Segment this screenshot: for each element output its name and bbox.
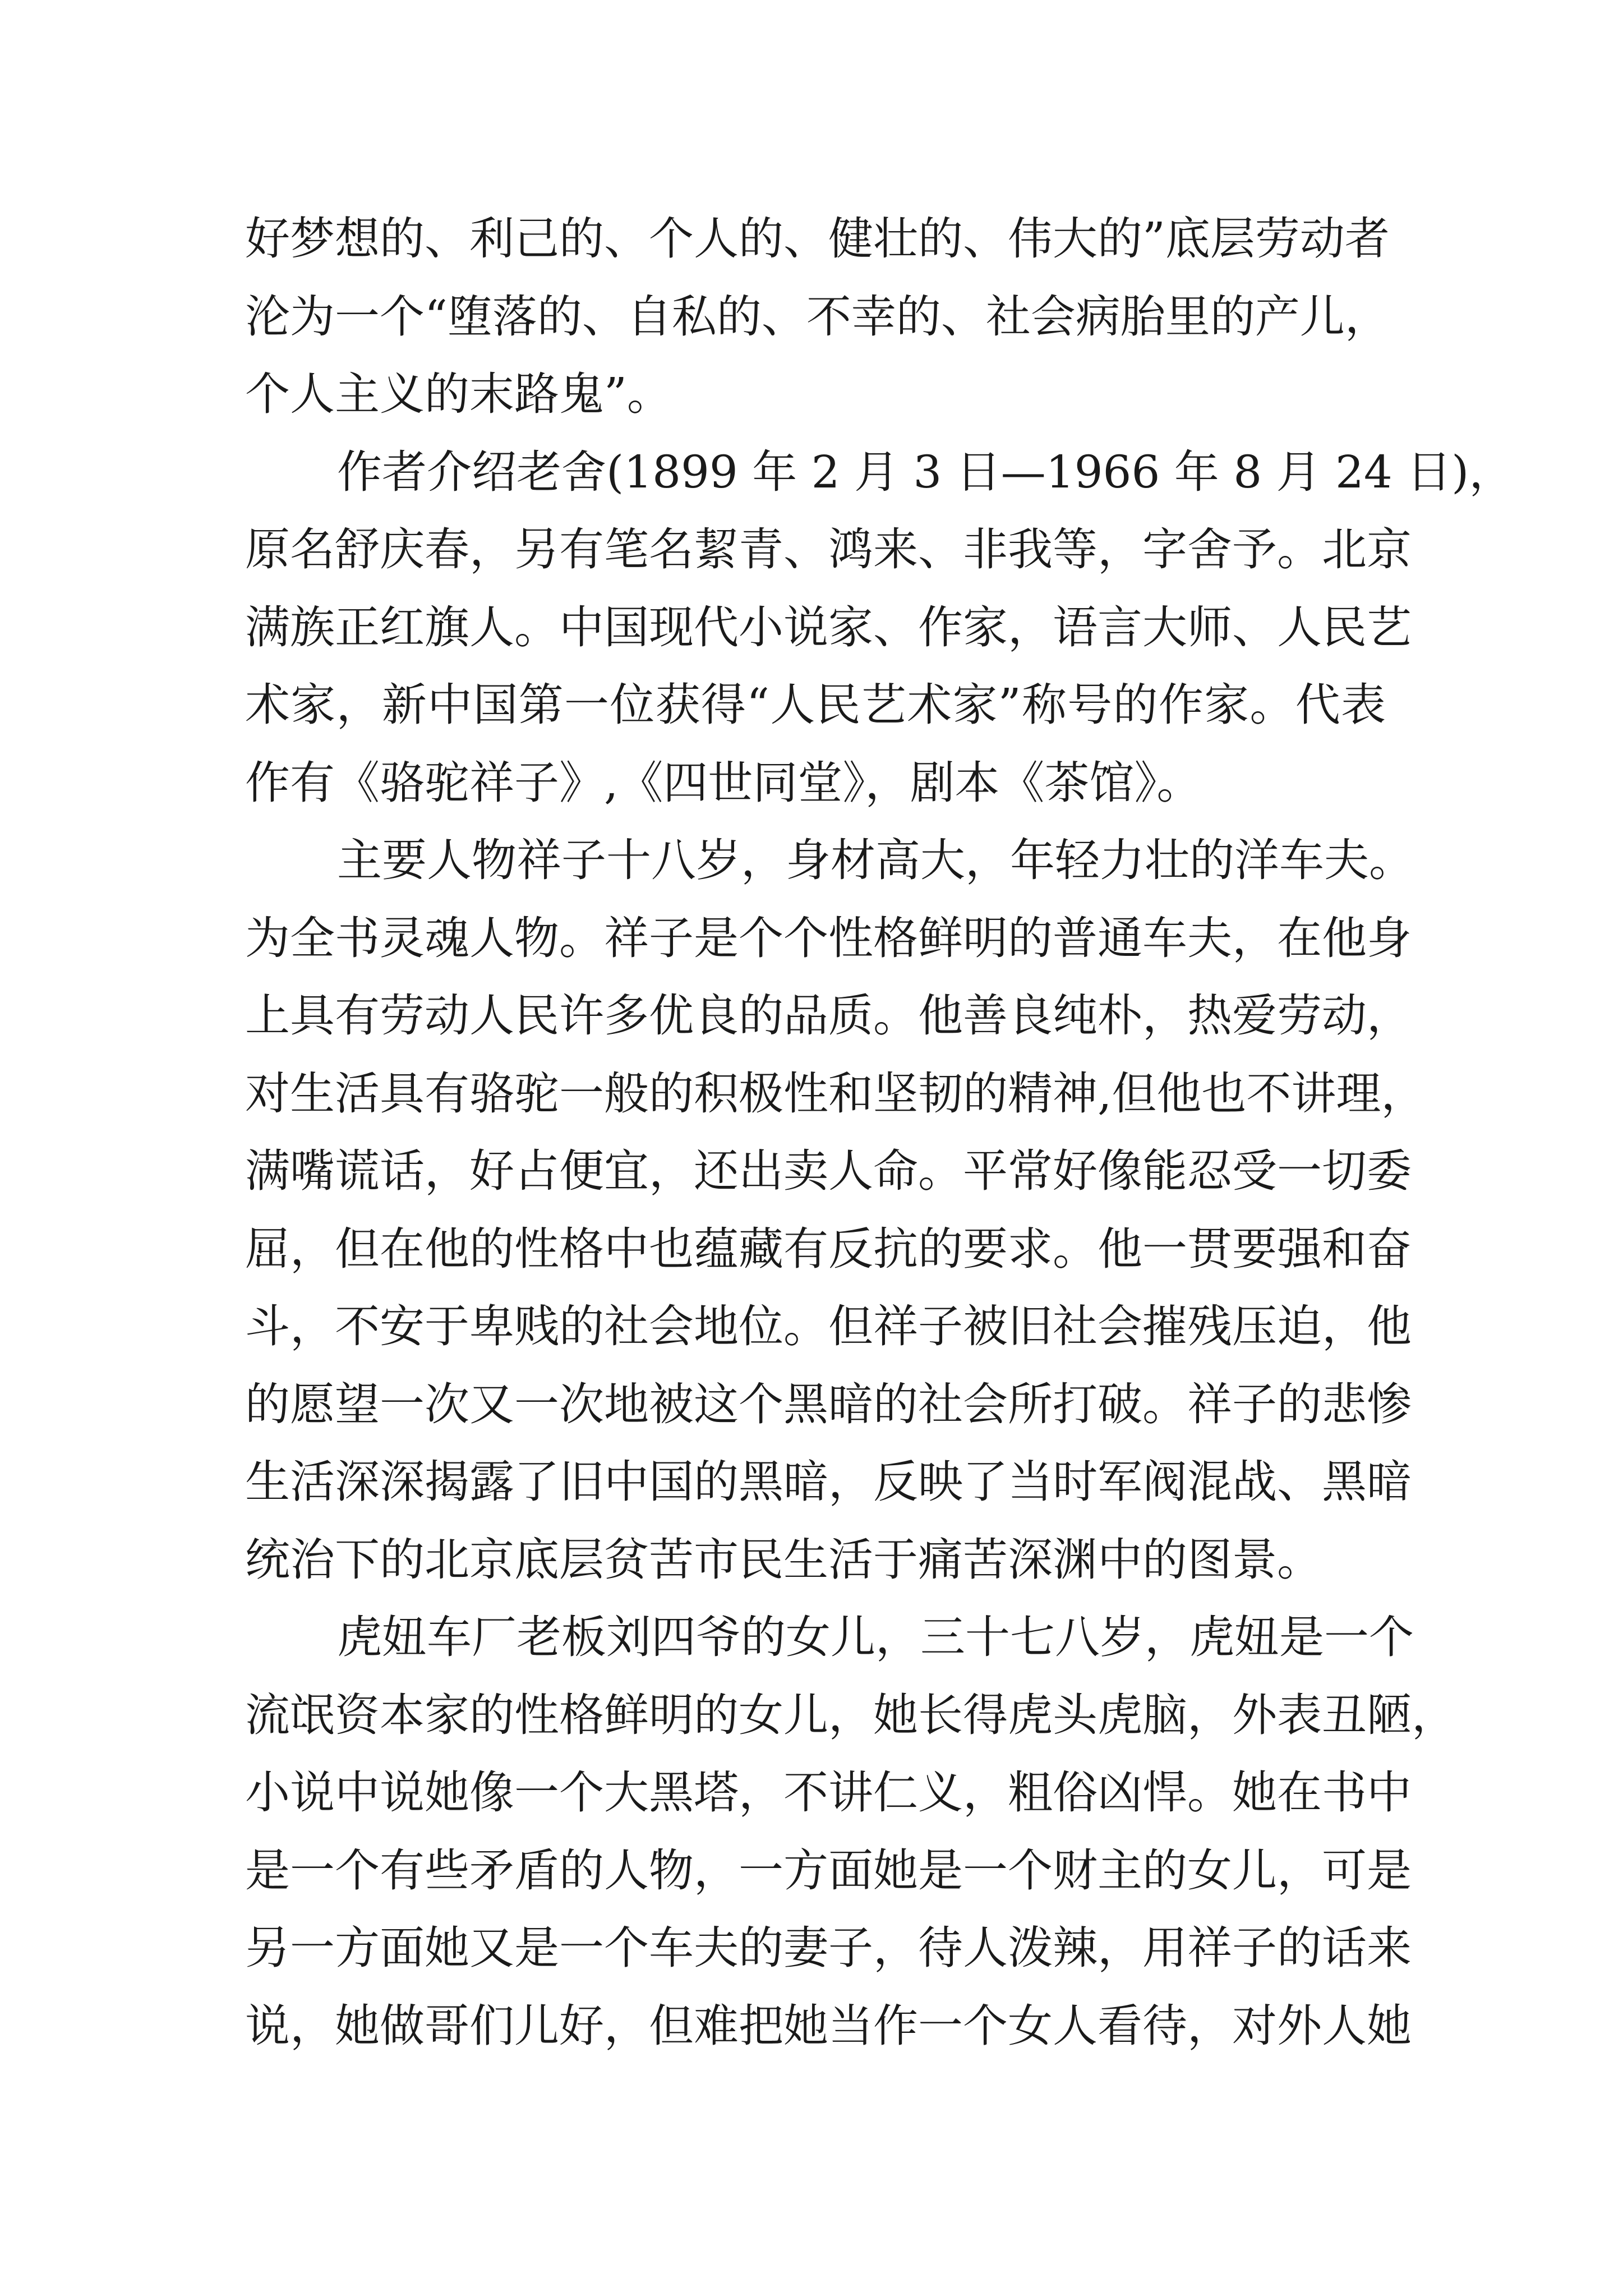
text-line: 是一个有些矛盾的人物，一方面她是一个财主的女儿，可是 — [245, 1844, 1412, 1897]
text-line: 原名舒庆春，另有笔名絜青、鸿来、非我等，字舍予。北京 — [245, 523, 1412, 576]
text-line: 的愿望一次又一次地被这个黑暗的社会所打破。祥子的悲惨 — [245, 1378, 1412, 1430]
text-line: 作有《骆驼祥子》,《四世同堂》，剧本《茶馆》。 — [245, 756, 1202, 809]
text-line: 对生活具有骆驼一般的积极性和坚韧的精神,但他也不讲理， — [245, 1067, 1426, 1120]
text-line: 屈，但在他的性格中也蕴藏有反抗的要求。他一贯要强和奋 — [245, 1222, 1412, 1275]
paragraph-first-line: 作者介绍老舍(1899 年 2 月 3 日—1966 年 8 月 24 日)， — [337, 445, 1514, 498]
body-text — [245, 200, 1514, 2065]
text-line: 好梦想的、利己的、个人的、健壮的、伟大的”底层劳动者 — [245, 213, 1390, 265]
text-line: 沦为一个“堕落的、自私的、不幸的、社会病胎里的产儿， — [245, 290, 1390, 343]
text-line: 为全书灵魂人物。祥子是个个性格鲜明的普通车夫，在他身 — [245, 912, 1412, 964]
paragraph-first-line: 虎妞车厂老板刘四爷的女儿，三十七八岁，虎妞是一个 — [337, 1611, 1414, 1663]
text-line: 个人主义的末路鬼”。 — [245, 368, 672, 420]
text-line: 小说中说她像一个大黑塔，不讲仁义，粗俗凶悍。她在书中 — [245, 1766, 1412, 1819]
text-line: 术家，新中国第一位获得“人民艺术家”称号的作家。代表 — [245, 679, 1386, 731]
text-line: 斗，不安于卑贱的社会地位。但祥子被旧社会摧残压迫，他 — [245, 1300, 1412, 1352]
text-line: 满嘴谎话，好占便宜，还出卖人命。平常好像能忍受一切委 — [245, 1145, 1412, 1197]
text-line: 上具有劳动人民许多优良的品质。他善良纯朴，热爱劳动， — [245, 990, 1412, 1042]
text-line: 流氓资本家的性格鲜明的女儿，她长得虎头虎脑，外表丑陋， — [245, 1688, 1456, 1741]
text-line: 统治下的北京底层贫苦市民生活于痛苦深渊中的图景。 — [245, 1533, 1322, 1586]
text-line: 说，她做哥们儿好，但难把她当作一个女人看待，对外人她 — [245, 1999, 1412, 2052]
text-line: 满族正红旗人。中国现代小说家、作家，语言大师、人民艺 — [245, 601, 1412, 654]
paragraph-first-line: 主要人物祥子十八岁，身材高大，年轻力壮的洋车夫。 — [337, 834, 1414, 886]
text-line: 生活深深揭露了旧中国的黑暗，反映了当时军阀混战、黑暗 — [245, 1456, 1412, 1508]
text-line: 另一方面她又是一个车夫的妻子，待人泼辣，用祥子的话来 — [245, 1922, 1412, 1974]
